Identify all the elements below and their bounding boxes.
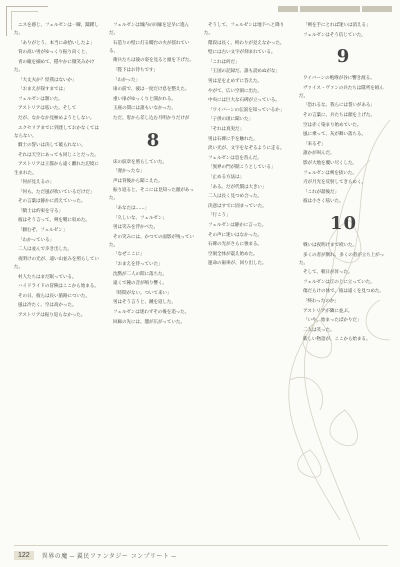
paragraph: 「わかった」 bbox=[113, 77, 140, 83]
paragraph: 多くの者が倒れ、多くの者が立ち上がった。 bbox=[299, 252, 385, 266]
chapter-number: 10 bbox=[329, 213, 358, 234]
paragraph: 傷だらけの体で、彼は遠くを見つめた。 bbox=[303, 289, 384, 295]
paragraph: 「子供の頃に聞いた」 bbox=[208, 117, 253, 123]
paragraph: フェルゼンは丘の上に立っていた。 bbox=[303, 279, 375, 285]
paragraph: 扉の前で、彼は一度だけ息を整えた。 bbox=[113, 87, 190, 93]
paragraph: 「恐れるな。我らには誓いがある」 bbox=[303, 103, 375, 109]
paragraph: 「時間がない。ついて来い」 bbox=[113, 290, 172, 296]
chapter-number: 9 bbox=[336, 46, 351, 68]
paragraph: 「止める方法は」 bbox=[208, 175, 244, 180]
paragraph: 新しい物語が、ここから始まる。 bbox=[303, 337, 371, 343]
paragraph: 回廊の先には、闇が広がっていた。 bbox=[113, 319, 185, 325]
paragraph: アストリアが隣に並ぶ。 bbox=[303, 308, 353, 314]
paragraph: アストリアは呟いた。そして bbox=[18, 106, 77, 112]
paragraph: 空は赤く染まり始めていた。 bbox=[303, 122, 362, 128]
paragraph: 「ありがとう、本当に命拾いしたよ」 bbox=[18, 40, 95, 46]
marker-bar bbox=[278, 6, 298, 12]
paragraph: 二人は笑った。 bbox=[303, 327, 335, 333]
paragraph: 「それは真実だ」 bbox=[208, 127, 244, 133]
paragraph: エクセリアまでに到達しておかなくてはならない。 bbox=[14, 125, 99, 139]
paragraph: 中央には巨大な石碑が立っている。 bbox=[208, 98, 280, 104]
paragraph: 男はそう言うと、踵を返した。 bbox=[113, 300, 176, 306]
paragraph: 「これは何だ」 bbox=[208, 59, 240, 65]
paragraph: 風は冷たく、空は高かった。 bbox=[18, 303, 77, 309]
paragraph: 床の紋章を照らしていた。 bbox=[113, 159, 167, 165]
paragraph: 石造りの壁に灯る燭台の火が揺れている。 bbox=[109, 40, 190, 54]
paragraph: ただ、窓から差し込む月明かりだけが bbox=[113, 115, 190, 121]
paragraph: フェルゼンは城内の回廊を足早に進んだ。 bbox=[109, 23, 190, 37]
paragraph: 「あなたは……」 bbox=[113, 206, 149, 211]
paragraph: 石碑の光がさらに強まる。 bbox=[208, 242, 262, 248]
paragraph: 「遅かったな」 bbox=[113, 169, 145, 175]
paragraph: フェルゼンは剣を抜いた。 bbox=[303, 170, 357, 176]
paragraph: 「何が見えるの」 bbox=[18, 180, 54, 186]
paragraph: だが、なかなか見極めようとしない。 bbox=[18, 115, 95, 121]
chapter-number: 8 bbox=[146, 129, 161, 151]
paragraph: 背の高い男がゆっくり振り向くと、 bbox=[18, 50, 90, 56]
paragraph: 「騎士は約束を守る」 bbox=[18, 208, 63, 214]
paragraph: アストリアは王都から遠く離れた辺境に生まれた。 bbox=[14, 162, 99, 176]
paragraph: 重い扉がゆっくりと開かれる。 bbox=[113, 96, 176, 102]
paragraph: 「わかっている」 bbox=[18, 237, 54, 243]
paragraph: 「行こう」 bbox=[208, 213, 231, 219]
paragraph: 騎士の誓いは決して破られない。 bbox=[18, 143, 86, 149]
paragraph: その声に迷いはなかった。 bbox=[208, 232, 262, 238]
paragraph: その笑みには、かつての面影が残っていた。 bbox=[109, 234, 194, 248]
paragraph: 彼はそう言って、剣を鞘に収めた。 bbox=[18, 218, 90, 224]
paragraph: 誰かが叫んだ。 bbox=[303, 151, 335, 157]
paragraph: 玉座の間には誰もいなかった。 bbox=[113, 106, 176, 112]
paragraph: ニスを感じ、フェルゼンは一瞬、躊躇した。 bbox=[14, 23, 99, 37]
paragraph: 「大丈夫か？怪我はないか」 bbox=[18, 77, 77, 83]
paragraph: それは天空にあっても同じことだった。 bbox=[18, 152, 99, 158]
paragraph: 声は背後から聞こえた。 bbox=[113, 178, 163, 184]
paragraph: 男は足を止めずに答えた。 bbox=[208, 79, 262, 85]
paragraph: その言葉に、兵たちは顔を上げた。 bbox=[303, 113, 375, 119]
paragraph: 「おまえを待っていた」 bbox=[113, 262, 163, 268]
paragraph: その言葉は静かに消えていった。 bbox=[18, 199, 86, 205]
paragraph: 夜明けの光が、遠い山並みを照らしていた。 bbox=[14, 256, 99, 270]
paragraph: 階段は長く、終わりが見えなかった。 bbox=[208, 40, 285, 46]
paragraph: 男は笑みを浮かべた。 bbox=[113, 225, 158, 231]
paragraph: フェルゼンは頷いた。 bbox=[18, 96, 63, 102]
paragraph: 「頼むぞ、フェルゼン」 bbox=[18, 228, 68, 234]
paragraph: 「終わったのか」 bbox=[303, 299, 339, 305]
paragraph: 壁には古い文字が刻まれている。 bbox=[208, 50, 276, 56]
top-edge-marker bbox=[270, 0, 400, 18]
marker-bar bbox=[300, 6, 360, 12]
paragraph: 「ある。だが代償は大きい」 bbox=[208, 184, 267, 190]
paragraph: フェルゼンは静かに言った。 bbox=[208, 222, 267, 228]
paragraph: 村人たちはまだ眠っている。 bbox=[18, 274, 77, 280]
text-column-1 bbox=[14, 22, 103, 539]
paragraph: やがて、広い空洞に出た。 bbox=[208, 88, 262, 94]
running-title: 異界の魔 ─ 翼民ファンタジー コンプリート ─ bbox=[41, 553, 177, 560]
paragraph: 「なぜここに」 bbox=[113, 252, 145, 258]
paragraph: 「久しいな、フェルゼン」 bbox=[113, 215, 167, 221]
paragraph: 青の瞳を細めて、穏やかに微笑みかけた。 bbox=[14, 59, 95, 73]
page-footer bbox=[14, 545, 388, 561]
paragraph: 刃が月光を反射してきらめく。 bbox=[303, 180, 366, 186]
paragraph: ワイバーンの咆哮が谷に響き渡る。 bbox=[303, 76, 375, 82]
paragraph: フェルゼンは息を呑んだ。 bbox=[208, 155, 262, 161]
paragraph: 「剣を手にとれば迷いは消える」 bbox=[303, 23, 371, 28]
paragraph: 「王国の記録だ。誰も読めぬがな」 bbox=[208, 69, 280, 75]
text-column-4 bbox=[299, 22, 388, 539]
paragraph: 沈黙が二人の間に落ちた。 bbox=[113, 271, 167, 277]
paragraph: 衛兵たちは彼の姿を見ると頭を下げた。 bbox=[113, 58, 194, 64]
paragraph: そうして、フェルゼンは地下へと降りた。 bbox=[204, 23, 285, 37]
paragraph: 淡い光が、文字をなぞるように走る。 bbox=[208, 146, 285, 152]
paragraph: その日、彼らは長い旅路についた。 bbox=[18, 293, 90, 299]
paragraph: 男は石碑に手を触れた。 bbox=[208, 136, 258, 142]
paragraph: 「ワイバーンの伝説を知っているか」 bbox=[208, 107, 285, 113]
paragraph: そして、朝日が昇った。 bbox=[303, 270, 353, 276]
paragraph: 運命の歯車が、回り出した。 bbox=[208, 261, 267, 267]
paragraph: 戦いは夜明けまで続いた。 bbox=[303, 243, 357, 248]
paragraph: 影が大地を覆い尽くした。 bbox=[303, 161, 357, 167]
paragraph: 「異界の門が開こうとしている」 bbox=[208, 165, 276, 171]
paragraph: 二人は長く見つめ合った。 bbox=[208, 194, 262, 200]
paragraph: アストリアは振り返らなかった。 bbox=[18, 312, 86, 318]
paragraph: 「いや、始まったばかりだ」 bbox=[303, 318, 362, 324]
marker-bar bbox=[362, 6, 392, 12]
page-number: 122 bbox=[14, 551, 34, 560]
paragraph: 「これが最後だ」 bbox=[303, 189, 339, 195]
paragraph: 遠くで鐘の音が鳴り響く。 bbox=[113, 281, 167, 287]
paragraph: 風に乗って、灰が舞い落ちる。 bbox=[303, 132, 366, 138]
paragraph: 彼は小さく呟いた。 bbox=[303, 199, 344, 205]
text-column-3 bbox=[204, 22, 293, 539]
paragraph: フェルゼンは迷わずその後を追った。 bbox=[113, 310, 190, 316]
paragraph: ハイドライドの冒険はここから始まる。 bbox=[18, 284, 99, 290]
page-body bbox=[14, 22, 388, 539]
paragraph: 「おまえが探すまでは」 bbox=[18, 87, 68, 93]
paragraph: 「何も。ただ風が吹いているだけだ」 bbox=[18, 189, 95, 195]
paragraph: フェルゼンはそう信じていた。 bbox=[303, 32, 366, 38]
paragraph: 決意はすでに固まっていた。 bbox=[208, 203, 267, 209]
paragraph: 「来るぞ」 bbox=[303, 141, 326, 147]
paragraph: ヴァイス・ヴァンの兵たちは隊列を組んだ。 bbox=[299, 85, 384, 99]
text-column-2 bbox=[109, 22, 198, 539]
paragraph: 二人は並んで歩き出した。 bbox=[18, 247, 72, 253]
paragraph: 「陛下はお待ちです」 bbox=[113, 67, 158, 73]
paragraph: 振り返ると、そこには見知った顔があった。 bbox=[109, 188, 194, 202]
paragraph: 空洞全体が震え始めた。 bbox=[208, 251, 258, 257]
